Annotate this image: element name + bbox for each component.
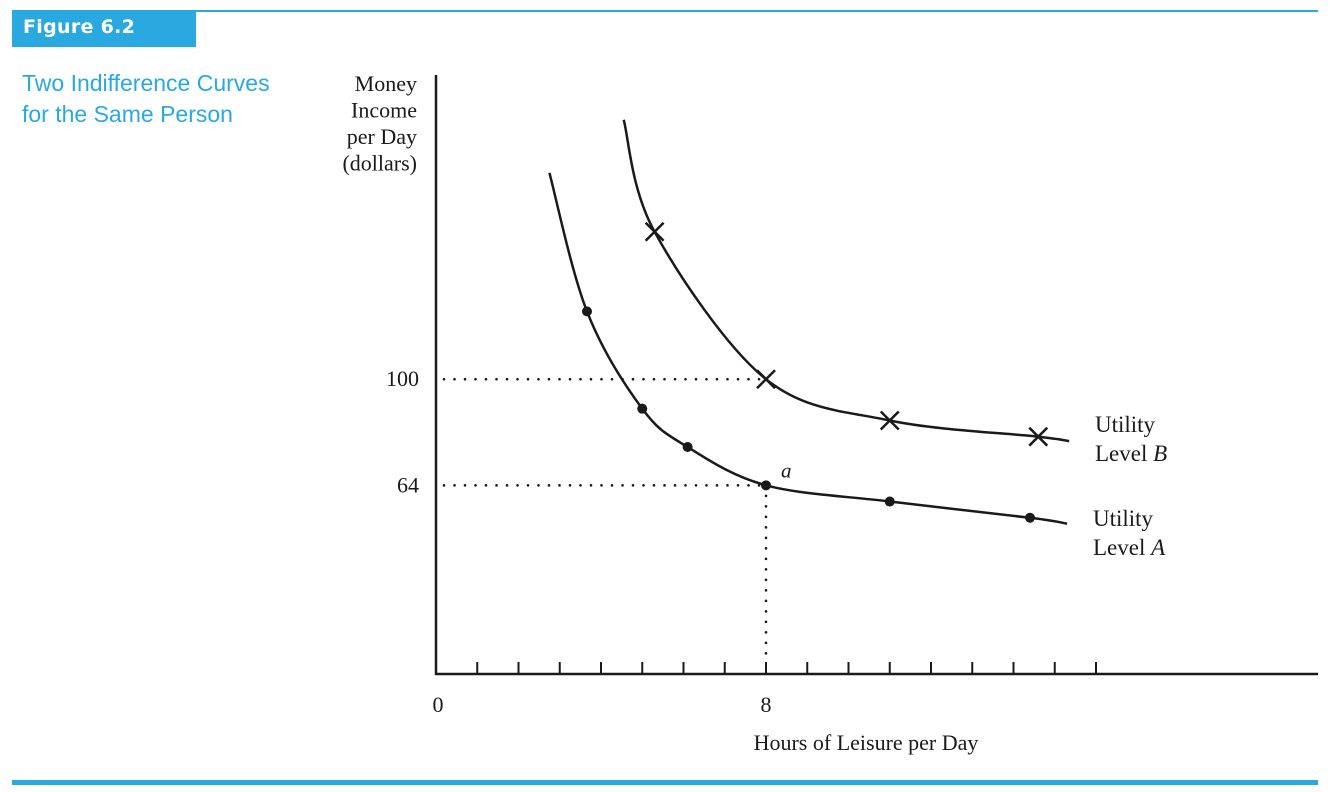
axes xyxy=(435,75,1318,675)
point-marker-a xyxy=(683,442,693,452)
reference-lines xyxy=(444,379,766,662)
point-marker-a xyxy=(761,480,771,490)
series-label-utility-a: Utility xyxy=(1093,506,1154,531)
x-axis-label: Hours of Leisure per Day xyxy=(753,730,979,755)
point-marker-a xyxy=(885,497,895,507)
y-axis-label-line: (dollars) xyxy=(342,150,417,176)
figure-label: Figure 6.2 xyxy=(23,16,136,38)
y-axis-label-line: per Day xyxy=(346,124,417,149)
y-axis-label-line: Money xyxy=(354,71,417,96)
curve-utility-a xyxy=(549,173,1067,524)
curve-utility-b xyxy=(624,120,1069,441)
x-ticks xyxy=(477,662,1096,674)
labels xyxy=(342,71,1167,755)
x-tick-label: 0 xyxy=(432,692,444,717)
point-marker-a xyxy=(1025,513,1035,523)
series-label-utility-a-level: Level A xyxy=(1093,535,1166,560)
point-annotation: a xyxy=(781,458,792,483)
y-tick-label: 100 xyxy=(386,366,419,392)
x-marker-b xyxy=(646,223,664,241)
figure-caption: Two Indifference Curves for the Same Person xyxy=(22,70,270,127)
y-tick-label: 64 xyxy=(397,472,419,498)
markers xyxy=(582,223,1047,523)
x-tick-label: 8 xyxy=(760,692,772,717)
series-label-utility-b-level: Level B xyxy=(1095,441,1168,466)
curves xyxy=(549,120,1069,524)
series-label-utility-b: Utility xyxy=(1095,412,1156,437)
point-marker-a xyxy=(637,404,647,414)
point-marker-a xyxy=(582,306,592,316)
y-axis-label-line: Income xyxy=(351,97,417,123)
